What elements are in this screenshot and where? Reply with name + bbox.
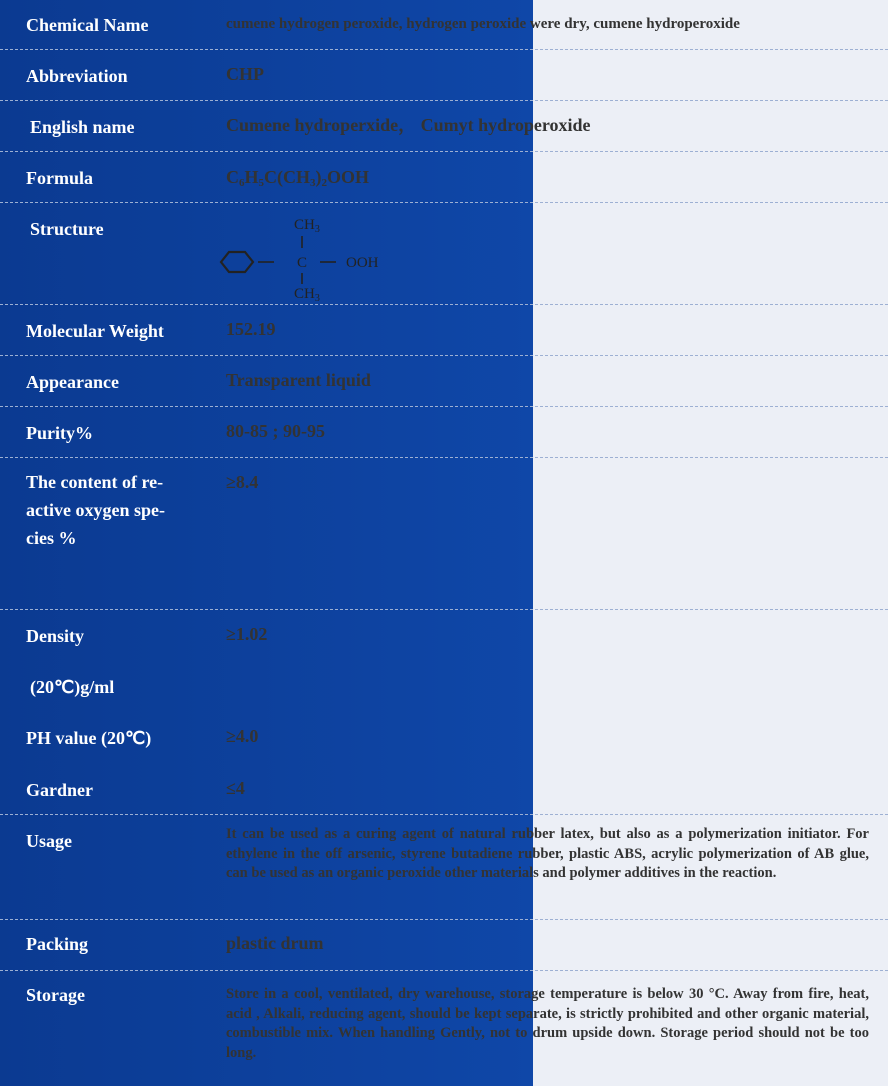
benzene-ring	[221, 252, 253, 272]
value-purity: 80-85 ; 90-95	[226, 421, 325, 441]
label-appearance: Appearance	[26, 372, 119, 392]
label-packing: Packing	[26, 934, 89, 954]
value-appearance: Transparent liquid	[226, 370, 371, 390]
ooh-label: OOH	[346, 255, 379, 271]
value-packing: plastic drum	[226, 933, 324, 953]
value-reactive-oxygen: ≥8.4	[226, 472, 259, 492]
label-structure: Structure	[30, 219, 104, 239]
row-density-unit	[0, 661, 888, 712]
row-gardner	[0, 763, 888, 815]
label-gardner: Gardner	[26, 780, 93, 800]
row-reactive-oxygen	[0, 458, 888, 610]
ch3-bottom-label: $CH_3$	[294, 286, 320, 304]
row-storage	[0, 971, 888, 1086]
value-molecular-weight: 152.19	[226, 319, 276, 339]
value-formula: $C_6H_5C(CH_3)_2OOH$	[226, 167, 370, 189]
label-reactive-oxygen: The content of re-active oxygen spe-cies %	[26, 472, 165, 548]
row-density	[0, 610, 888, 661]
value-english-name: Cumene hydroperxide， Cumyt hydroperoxide	[226, 115, 591, 135]
label-english-name: English name	[30, 117, 135, 137]
label-ph: PH value (20℃)	[26, 728, 152, 748]
row-formula	[0, 152, 888, 203]
label-density-unit: (20℃)g/ml	[30, 677, 115, 697]
structure-diagram	[214, 209, 414, 305]
row-packing	[0, 920, 888, 971]
carbon-label: C	[297, 255, 308, 271]
row-molecular-weight	[0, 305, 888, 356]
ch3-top-label: $CH_3$	[294, 217, 320, 235]
value-gardner: ≤4	[226, 778, 245, 798]
label-formula: Formula	[26, 168, 93, 188]
label-storage: Storage	[26, 985, 85, 1005]
row-structure	[0, 203, 888, 305]
value-abbreviation: CHP	[226, 64, 264, 84]
label-usage: Usage	[26, 831, 72, 851]
row-appearance	[0, 356, 888, 407]
label-density: Density	[26, 626, 84, 646]
row-english-name	[0, 101, 888, 152]
label-purity: Purity%	[26, 423, 93, 443]
row-ph	[0, 712, 888, 763]
value-density: ≥1.02	[226, 624, 268, 644]
value-chemical-name: cumene hydrogen peroxide, hydrogen peroxide were dry, cumene hydroperoxide	[226, 16, 740, 32]
value-ph: ≥4.0	[226, 726, 259, 746]
row-purity	[0, 407, 888, 458]
row-abbreviation	[0, 50, 888, 101]
row-usage	[0, 815, 888, 920]
label-abbreviation: Abbreviation	[26, 66, 128, 86]
value-storage: Store in a cool, ventilated, dry warehouse, storage temperature is below 30 °C. Away from fire, heat, acid , Alkali, reducing agent, should be kept separate, is strictly prohibited and other organic material, combustible mix. When handling Gently, not to drum upside down. Storage period should not be too long.	[226, 986, 869, 1061]
row-chemical-name	[0, 0, 888, 50]
label-chemical-name: Chemical Name	[26, 15, 149, 35]
label-molecular-weight: Molecular Weight	[26, 321, 164, 341]
value-usage: It can be used as a curing agent of natural rubber latex, but also as a polymerization initiator. For ethylene in the off arsenic, styrene butadiene rubber, plastic ABS, acrylic polymerization of AB glue, can be used as an organic peroxide other materials and polymer additives in the reaction.	[226, 826, 869, 881]
